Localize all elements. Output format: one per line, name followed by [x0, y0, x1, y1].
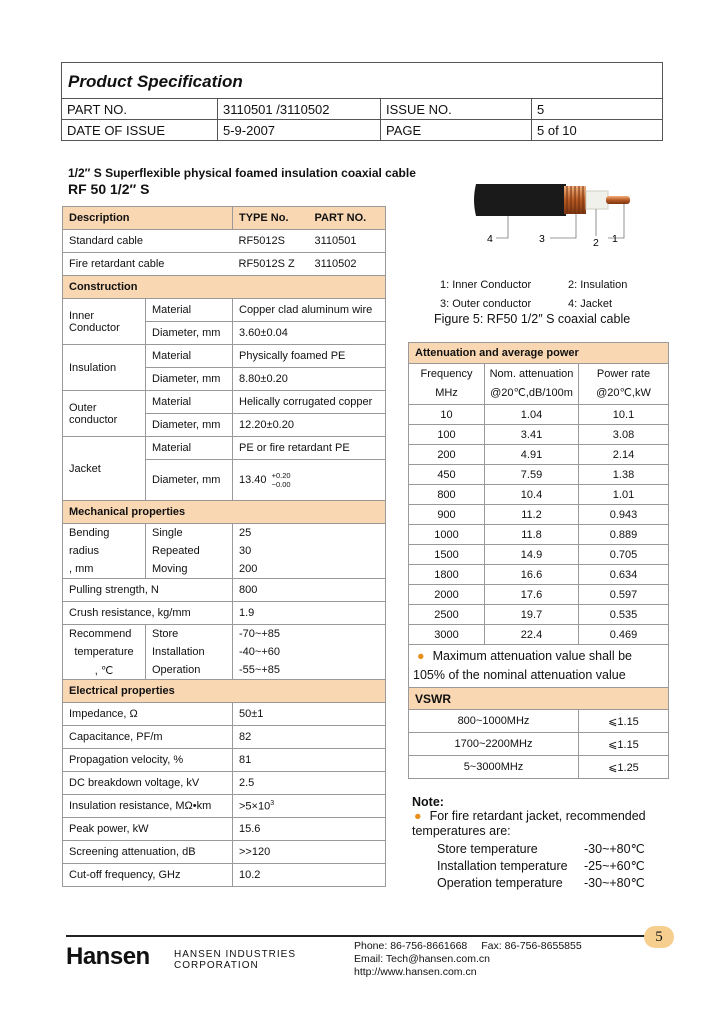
- temp-label: , ℃: [63, 661, 146, 680]
- date-value: 5-9-2007: [218, 120, 381, 141]
- diameter-label: Diameter, mm: [146, 322, 233, 345]
- callout-2: 2: [593, 237, 599, 249]
- table-row: [409, 505, 669, 525]
- bend-type: Repeated: [146, 542, 233, 560]
- temp-value: -40~+60: [233, 643, 386, 661]
- temp-type: Store: [146, 625, 233, 644]
- bullet-icon: ●: [417, 649, 425, 663]
- part-no-label: PART NO.: [62, 99, 218, 120]
- jacket-diameter-cell: [233, 460, 386, 501]
- attenuation-note: [409, 645, 669, 688]
- note-text: For fire retardant jacket, recommended temperatures are:: [412, 809, 646, 838]
- insulation-material: Physically foamed PE: [233, 345, 386, 368]
- cell-frequency: 900: [409, 505, 485, 525]
- jacket-label: Jacket: [63, 437, 146, 501]
- note-text-line: [412, 809, 662, 839]
- table-row: [409, 545, 669, 565]
- cell-attenuation: 19.7: [485, 605, 579, 625]
- elec-value: 2.5: [233, 772, 386, 795]
- material-label: Material: [146, 345, 233, 368]
- page-label: PAGE: [381, 120, 532, 141]
- outer-material: Helically corrugated copper: [233, 391, 386, 414]
- desc-name: Fire retardant cable: [63, 253, 233, 276]
- cell-frequency: 2500: [409, 605, 485, 625]
- electrical-head: Electrical properties: [63, 680, 386, 703]
- type-no: RF5012S Z: [238, 258, 295, 270]
- bend-value: 200: [233, 560, 386, 579]
- elec-value: 81: [233, 749, 386, 772]
- temp-type: Installation: [146, 643, 233, 661]
- cell-attenuation: 3.41: [485, 425, 579, 445]
- type-no: RF5012S: [238, 235, 285, 247]
- cell-frequency: 3000: [409, 625, 485, 645]
- cell-frequency: 1000: [409, 525, 485, 545]
- cell-power: 10.1: [579, 405, 669, 425]
- table-row: [409, 525, 669, 545]
- part-no-value: 3110501 /3110502: [218, 99, 381, 120]
- table-row: [409, 585, 669, 605]
- bend-label: , mm: [63, 560, 146, 579]
- vswr-value: ⩽1.25: [579, 756, 669, 779]
- cell-frequency: 1500: [409, 545, 485, 565]
- callout-1: 1: [612, 233, 618, 245]
- elec-label: DC breakdown voltage, kV: [63, 772, 233, 795]
- spec-header: [61, 62, 663, 141]
- header-table: [62, 99, 662, 140]
- footer-contact: [354, 940, 582, 979]
- attenuation-note-text: Maximum attenuation value shall be 105% of the nominal attenuation value: [413, 649, 632, 682]
- cell-power: 1.01: [579, 485, 669, 505]
- legend-item: 1: Inner Conductor: [440, 279, 532, 291]
- cell-power: 1.38: [579, 465, 669, 485]
- cell-power: 0.943: [579, 505, 669, 525]
- cell-power: 0.634: [579, 565, 669, 585]
- note-temp-value: -25~+60℃: [584, 859, 645, 873]
- elec-value: 10.2: [233, 864, 386, 887]
- cell-power: 0.469: [579, 625, 669, 645]
- issue-no-value: 5: [532, 99, 663, 120]
- inner-diameter: 3.60±0.04: [233, 322, 386, 345]
- note-temp-value: -30~+80℃: [584, 842, 645, 856]
- cell-attenuation: 17.6: [485, 585, 579, 605]
- figure-legend: [440, 276, 627, 314]
- coaxial-cable-illustration: [468, 176, 638, 252]
- tol-plus: +0.20: [271, 471, 291, 480]
- material-label: Material: [146, 391, 233, 414]
- elec-value: 82: [233, 726, 386, 749]
- table-row: [409, 605, 669, 625]
- note-block: [412, 795, 662, 892]
- cell-power: 2.14: [579, 445, 669, 465]
- diameter-label: Diameter, mm: [146, 460, 233, 501]
- note-title: Note:: [412, 795, 444, 809]
- tol-minus: −0.00: [271, 480, 291, 489]
- note-temp-label: Store temperature: [437, 842, 538, 856]
- diameter-label: Diameter, mm: [146, 414, 233, 437]
- elec-value: >>120: [233, 841, 386, 864]
- callout-4: 4: [487, 233, 493, 245]
- temp-value: -70~+85: [233, 625, 386, 644]
- figure-caption: Figure 5: RF50 1/2″ S coaxial cable: [434, 312, 631, 326]
- desc-name: Standard cable: [63, 230, 233, 253]
- footer-rule: [66, 935, 648, 937]
- company-name: HANSEN INDUSTRIES CORPORATION: [174, 949, 297, 971]
- vswr-range: 5~3000MHz: [409, 756, 579, 779]
- type-no-head: TYPE No.: [239, 212, 289, 224]
- cell-power: 0.705: [579, 545, 669, 565]
- product-name: RF 50 1/2″ S: [68, 181, 150, 197]
- pulling-value: 800: [233, 579, 386, 602]
- footer-web: http://www.hansen.com.cn: [354, 966, 477, 978]
- cell-frequency: 100: [409, 425, 485, 445]
- bullet-icon: ●: [414, 809, 422, 823]
- page-number-badge: 5: [644, 926, 674, 948]
- description-head: Description: [63, 207, 233, 230]
- vswr-head: VSWR: [409, 688, 669, 710]
- elec-value: 15.6: [233, 818, 386, 841]
- vswr-value: ⩽1.15: [579, 733, 669, 756]
- bend-value: 25: [233, 524, 386, 543]
- elec-value: 50±1: [233, 703, 386, 726]
- legend-item: 2: Insulation: [568, 279, 628, 291]
- table-row: [63, 253, 386, 276]
- elec-label: Peak power, kW: [63, 818, 233, 841]
- col-head-power: Power rate @20℃,kW: [579, 364, 669, 405]
- col-head-attenuation: Nom. attenuation @20℃,dB/100m: [485, 364, 579, 405]
- bend-value: 30: [233, 542, 386, 560]
- table-row: [409, 625, 669, 645]
- construction-head: Construction: [63, 276, 386, 299]
- cell-attenuation: 10.4: [485, 485, 579, 505]
- description-head-cols: [233, 207, 386, 230]
- mechanical-head: Mechanical properties: [63, 501, 386, 524]
- cell-attenuation: 7.59: [485, 465, 579, 485]
- bend-type: Moving: [146, 560, 233, 579]
- cell-frequency: 2000: [409, 585, 485, 605]
- table-row: [409, 405, 669, 425]
- page-value: 5 of 10: [532, 120, 663, 141]
- bend-label: Bending: [63, 524, 146, 543]
- material-label: Material: [146, 299, 233, 322]
- spec-table: [62, 206, 386, 887]
- table-row: [63, 230, 386, 253]
- elec-label: Screening attenuation, dB: [63, 841, 233, 864]
- hansen-logo: Hansen: [66, 943, 150, 970]
- cell-power: 0.889: [579, 525, 669, 545]
- temp-type: Operation: [146, 661, 233, 680]
- legend-item: 4: Jacket: [568, 298, 613, 310]
- temp-label: Recommend: [63, 625, 146, 644]
- cell-attenuation: 22.4: [485, 625, 579, 645]
- exponent: 3: [270, 799, 275, 807]
- cell-attenuation: 11.2: [485, 505, 579, 525]
- table-row: [409, 565, 669, 585]
- vswr-value: ⩽1.15: [579, 710, 669, 733]
- attenuation-table: [408, 342, 669, 779]
- cell-power: 0.597: [579, 585, 669, 605]
- insulation-label: Insulation: [63, 345, 146, 391]
- footer-phone: Phone: 86-756-8661668: [354, 940, 468, 952]
- elec-value: >5×10: [239, 800, 271, 813]
- attenuation-rows: [409, 405, 669, 645]
- document-title: Product Specification: [62, 63, 662, 99]
- cell-frequency: 200: [409, 445, 485, 465]
- part-no: 3110502: [314, 258, 357, 270]
- vswr-range: 800~1000MHz: [409, 710, 579, 733]
- elec-label: Capacitance, PF/m: [63, 726, 233, 749]
- footer-fax: Fax: 86-756-8655855: [481, 940, 582, 952]
- bend-type: Single: [146, 524, 233, 543]
- cell-frequency: 450: [409, 465, 485, 485]
- elec-label: Propagation velocity, %: [63, 749, 233, 772]
- elec-label: Impedance, Ω: [63, 703, 233, 726]
- diameter-label: Diameter, mm: [146, 368, 233, 391]
- insulation-shape: [586, 191, 608, 209]
- issue-no-label: ISSUE NO.: [381, 99, 532, 120]
- jacket-diameter: 13.40: [239, 473, 267, 486]
- inner-conductor-shape: [606, 196, 630, 204]
- footer-email: Email: Tech@hansen.com.cn: [354, 953, 490, 965]
- table-row: [409, 425, 669, 445]
- note-temp-label: Operation temperature: [437, 876, 563, 890]
- note-temp-label: Installation temperature: [437, 859, 568, 873]
- cell-power: 0.535: [579, 605, 669, 625]
- jacket-tolerance: [272, 471, 291, 489]
- vswr-range: 1700~2200MHz: [409, 733, 579, 756]
- cell-frequency: 1800: [409, 565, 485, 585]
- cell-frequency: 10: [409, 405, 485, 425]
- description-header-row: [63, 207, 386, 230]
- temp-value: -55~+85: [233, 661, 386, 680]
- col-head-frequency: Frequency MHz: [409, 364, 485, 405]
- temp-label: temperature: [63, 643, 146, 661]
- legend-item: 3: Outer conductor: [440, 298, 532, 310]
- table-row: [409, 485, 669, 505]
- cell-power: 3.08: [579, 425, 669, 445]
- note-temp-value: -30~+80℃: [584, 876, 645, 890]
- material-label: Material: [146, 437, 233, 460]
- callout-3: 3: [539, 233, 545, 245]
- attenuation-head: Attenuation and average power: [409, 343, 669, 364]
- product-title: 1/2″ S Superflexible physical foamed insulation coaxial cable: [68, 166, 416, 180]
- desc-values: [233, 230, 386, 253]
- jacket-shape: [474, 184, 566, 216]
- jacket-material: PE or fire retardant PE: [233, 437, 386, 460]
- part-no-head: PART NO.: [314, 212, 367, 224]
- cell-attenuation: 11.8: [485, 525, 579, 545]
- table-row: [409, 445, 669, 465]
- cell-attenuation: 4.91: [485, 445, 579, 465]
- table-row: [409, 465, 669, 485]
- desc-values: [233, 253, 386, 276]
- part-no: 3110501: [314, 235, 357, 247]
- elec-label: Cut-off frequency, GHz: [63, 864, 233, 887]
- cell-attenuation: 16.6: [485, 565, 579, 585]
- elec-label: Insulation resistance, MΩ•km: [63, 795, 233, 818]
- pulling-label: Pulling strength, N: [63, 579, 233, 602]
- cell-attenuation: 14.9: [485, 545, 579, 565]
- crush-value: 1.9: [233, 602, 386, 625]
- inner-material: Copper clad aluminum wire: [233, 299, 386, 322]
- cell-attenuation: 1.04: [485, 405, 579, 425]
- date-label: DATE OF ISSUE: [62, 120, 218, 141]
- inner-conductor-label: Inner Conductor: [63, 299, 146, 345]
- elec-value-cell: [233, 795, 386, 818]
- note-temps: [437, 841, 662, 892]
- outer-diameter: 12.20±0.20: [233, 414, 386, 437]
- crush-label: Crush resistance, kg/mm: [63, 602, 233, 625]
- bend-label: radius: [63, 542, 146, 560]
- cell-frequency: 800: [409, 485, 485, 505]
- outer-conductor-label: Outer conductor: [63, 391, 146, 437]
- insulation-diameter: 8.80±0.20: [233, 368, 386, 391]
